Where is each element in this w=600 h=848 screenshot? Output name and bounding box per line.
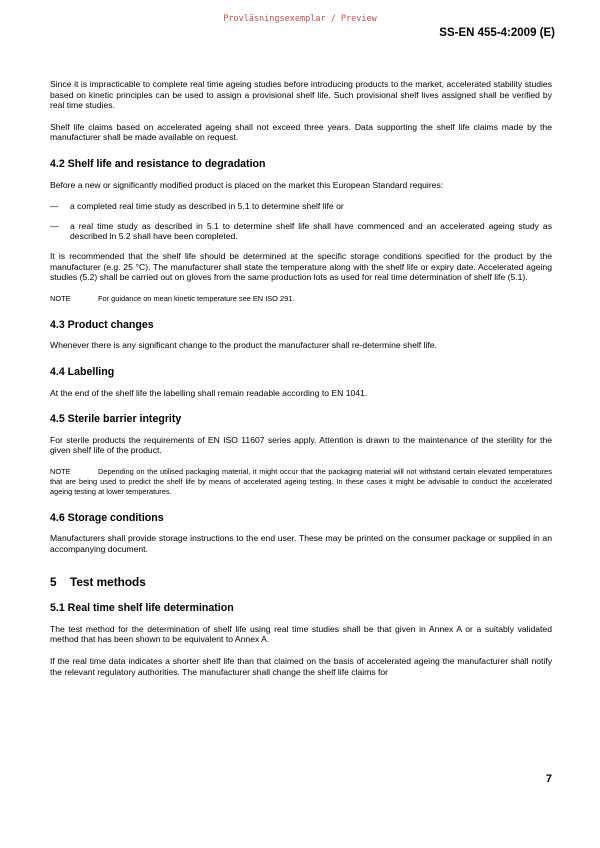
paragraph: Before a new or significantly modified product is placed on the market this European Standard requires: (50, 179, 444, 190)
section-title: Test methods (70, 574, 146, 589)
list-item (50, 201, 552, 212)
note-label: NOTE (50, 293, 71, 303)
section-heading-4-2: 4.2 Shelf life and resistance to degradation (50, 157, 266, 170)
note-label: NOTE (50, 466, 71, 476)
dash-bullet: — (50, 220, 59, 231)
section-number: 5 (50, 574, 57, 589)
page-number: 7 (545, 773, 552, 785)
section-heading-5-1: 5.1 Real time shelf life determination (50, 602, 234, 615)
section-heading-4-5: 4.5 Sterile barrier integrity (50, 413, 182, 426)
document-identifier: SS-EN 455-4:2009 (E) (439, 27, 555, 39)
preview-watermark-banner: Provläsningsexemplar / Preview (223, 14, 377, 24)
paragraph: The test method for the determination of shelf life using real time studies shall be that given in Annex A or a suitably validated method that has been shown to be equivalent to Annex A. (50, 623, 552, 645)
paragraph: If the real time data indicates a shorter shelf life than that claimed on the basis of accelerated ageing the manufacturer shall notify the relevant regulatory authorities. The manufacturer shall change the shelf life claims for (50, 656, 552, 677)
note-text: Depending on the utilised packaging material, it might occur that the packaging material will not withstand certain elevated temperatures that are being used to predict the shelf life by means of accelerated ageing testing. In these cases it might be advisable to conduct the accelerated ageing testing at lower temperatures. (50, 466, 552, 496)
section-heading-4-3: 4.3 Product changes (50, 318, 154, 331)
note (50, 467, 552, 497)
note-text: For guidance on mean kinetic temperature see EN ISO 291. (98, 293, 295, 303)
note (50, 294, 552, 304)
paragraph: For sterile products the requirements of EN ISO 11607 series apply. Attention is drawn to the maintenance of the sterility for the given shelf life of the product. (50, 434, 552, 456)
paragraph: Whenever there is any significant change to the product the manufacturer shall re-determine shelf life. (50, 340, 437, 351)
dash-bullet: — (50, 201, 59, 212)
paragraph: Manufacturers shall provide storage instructions to the end user. These may be printed on the consumer package or supplied in an accompanying document. (50, 533, 552, 555)
paragraph: Shelf life claims based on accelerated ageing shall not exceed three years. Data supporting the shelf life claims made by the manufacturer shall be made available on request. (50, 121, 552, 143)
section-heading-5 (50, 574, 552, 589)
document-body (50, 79, 552, 688)
list-item-text: a completed real time study as described in 5.1 to determine shelf life or (70, 201, 344, 212)
paragraph: At the end of the shelf life the labelling shall remain readable according to EN 1041. (50, 387, 368, 398)
paragraph: It is recommended that the shelf life should be determined at the specific storage conditions specified for the product by the manufacturer (e.g. 25 °C). The manufacturer shall state the temperature along with the shelf life or expiry date. Accelerated ageing studies (5.2) shall be carried out on gloves from the same production lots as used for real time determination of shelf life (5.1). (50, 250, 552, 283)
section-heading-4-6: 4.6 Storage conditions (50, 511, 164, 524)
paragraph: Since it is impracticable to complete real time ageing studies before introducing products to the market, accelerated stability studies based on kinetic principles can be used to assign a provisional shelf life. Such provisional shelf lives assigned shall be verified by real time studies. (50, 79, 552, 111)
list-item (50, 221, 552, 242)
section-heading-4-4: 4.4 Labelling (50, 365, 115, 378)
list-item-text: a real time study as described in 5.1 to determine shelf life shall have commenced and an accelerated ageing study as described in 5.2 shall have been completed. (70, 220, 552, 242)
